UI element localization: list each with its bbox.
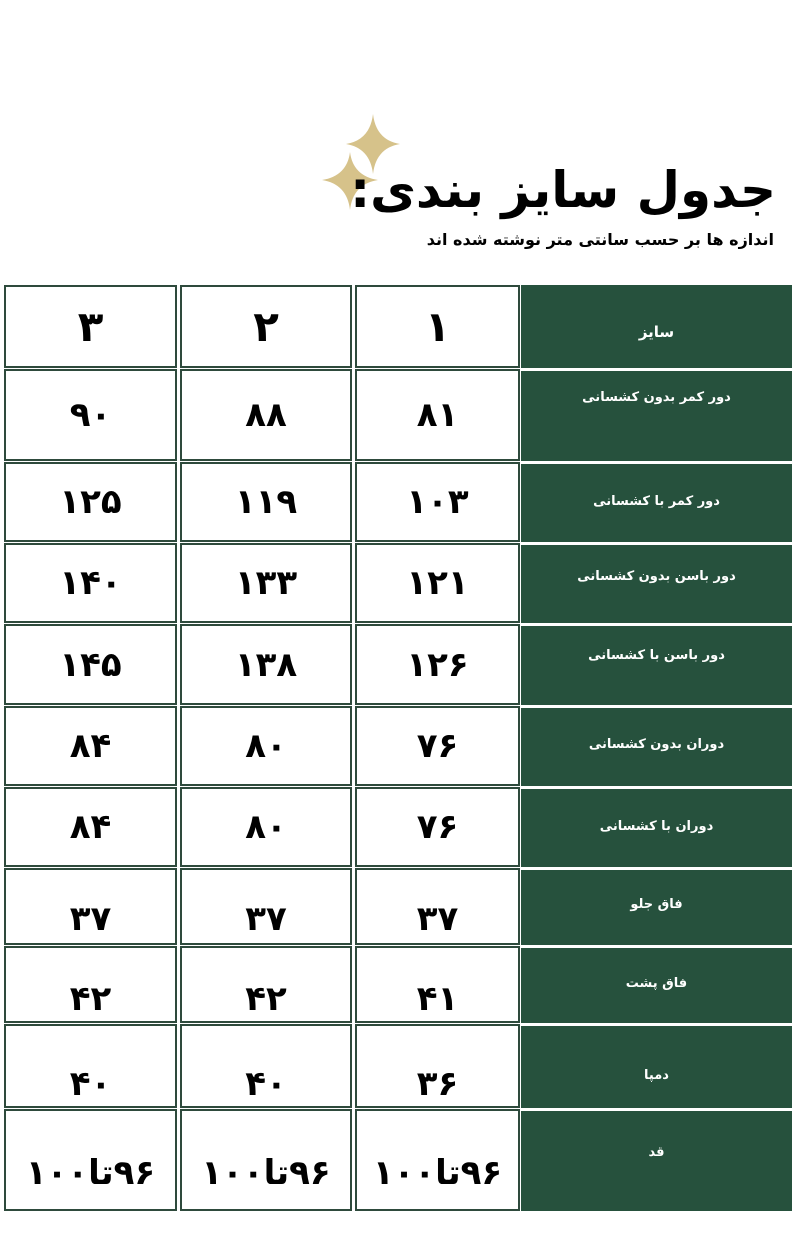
table-row [4, 706, 792, 786]
row-5-size-3: ۸۴ [4, 706, 177, 786]
row-6-size-3: ۸۴ [4, 787, 177, 867]
row-4-size-3: ۱۴۵ [4, 624, 177, 705]
row-8-size-3: ۴۲ [4, 946, 177, 1023]
row-9-size-2: ۴۰ [180, 1024, 352, 1108]
row-3-size-3: ۱۴۰ [4, 543, 177, 623]
row-4-label: دور باسن با کشسانی [521, 624, 792, 705]
row-3-size-1: ۱۲۱ [355, 543, 520, 623]
row-8-size-2: ۴۲ [180, 946, 352, 1023]
row-3-label: دور باسن بدون کشسانی [521, 543, 792, 623]
row-1-size-1: ۸۱ [355, 369, 520, 461]
row-7-size-3: ۳۷ [4, 868, 177, 945]
row-5-size-1: ۷۶ [355, 706, 520, 786]
size-3-header: ۳ [4, 285, 177, 368]
size-2-header: ۲ [180, 285, 352, 368]
table-row [4, 787, 792, 867]
row-3-size-2: ۱۳۳ [180, 543, 352, 623]
table-row [4, 1109, 792, 1211]
row-10-size-2: ۹۶تا۱۰۰ [180, 1109, 352, 1211]
row-4-size-1: ۱۲۶ [355, 624, 520, 705]
page-subtitle: اندازه ها بر حسب سانتی متر نوشته شده اند [426, 230, 774, 249]
table-row [4, 624, 792, 705]
row-2-size-2: ۱۱۹ [180, 462, 352, 542]
row-7-size-2: ۳۷ [180, 868, 352, 945]
row-10-size-1: ۹۶تا۱۰۰ [355, 1109, 520, 1211]
row-2-size-1: ۱۰۳ [355, 462, 520, 542]
table-row [4, 462, 792, 542]
table-row [4, 369, 792, 461]
table-row [4, 543, 792, 623]
table-row [4, 1024, 792, 1108]
row-1-label: دور کمر بدون کشسانی [521, 369, 792, 461]
row-7-label: فاق جلو [521, 868, 792, 945]
size-1-header: ۱ [355, 285, 520, 368]
row-1-size-3: ۹۰ [4, 369, 177, 461]
page-title: جدول سایز بندی: [350, 161, 776, 219]
table-header-row [4, 285, 792, 368]
row-7-size-1: ۳۷ [355, 868, 520, 945]
row-2-size-3: ۱۲۵ [4, 462, 177, 542]
row-1-size-2: ۸۸ [180, 369, 352, 461]
row-6-size-1: ۷۶ [355, 787, 520, 867]
row-9-label: دمپا [521, 1024, 792, 1108]
size-label: سایز [521, 285, 792, 368]
row-10-size-3: ۹۶تا۱۰۰ [4, 1109, 177, 1211]
row-8-label: فاق پشت [521, 946, 792, 1023]
table-row [4, 868, 792, 945]
row-5-label: دوران بدون کشسانی [521, 706, 792, 786]
row-8-size-1: ۴۱ [355, 946, 520, 1023]
row-6-size-2: ۸۰ [180, 787, 352, 867]
row-4-size-2: ۱۳۸ [180, 624, 352, 705]
row-5-size-2: ۸۰ [180, 706, 352, 786]
row-10-label: قد [521, 1109, 792, 1211]
row-9-size-1: ۳۶ [355, 1024, 520, 1108]
table-row [4, 946, 792, 1023]
row-6-label: دوران با کشسانی [521, 787, 792, 867]
row-9-size-3: ۴۰ [4, 1024, 177, 1108]
row-2-label: دور کمر با کشسانی [521, 462, 792, 542]
